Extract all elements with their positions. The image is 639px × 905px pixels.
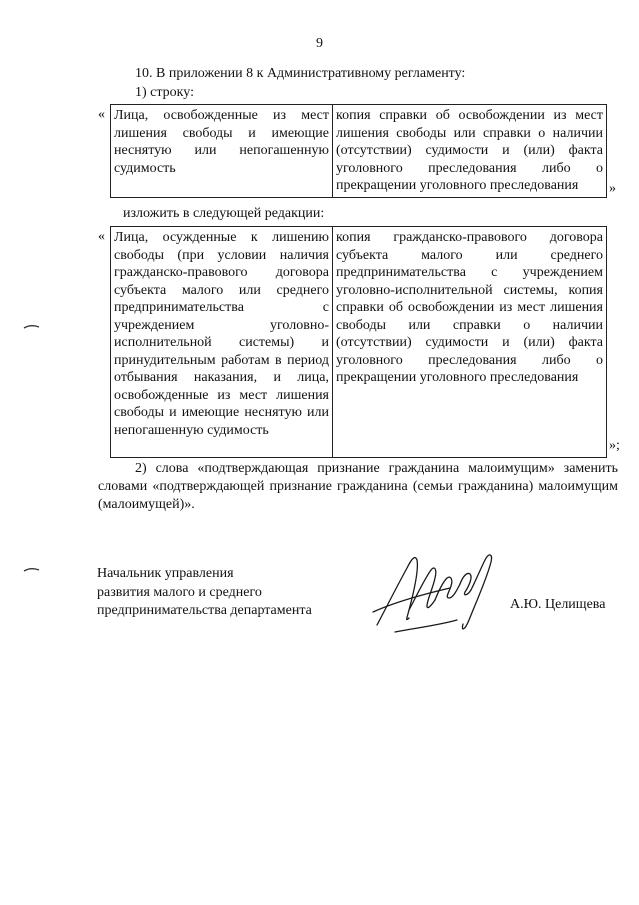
old-row-right-text: копия справки об освобождении из мест лишения свободы или справки о наличии (отсутствии) судимости и (или) факта уголовного преследования либо о прекращении уголовного преследования bbox=[336, 108, 603, 193]
new-row-left-text: Лица, осужденные к лишению свободы (при условии наличия гражданско-правового договора субъекта малого или среднего предпринимательства с учреждением уголовно-исполнительной системы) и принудительным работам в период отбывания наказания, и лица, освобожденные из мест лишения свободы и имеющие неснятую или непогашенную судимость bbox=[114, 230, 329, 438]
page-number: 9 bbox=[316, 36, 323, 51]
opening-quote-old-row: « bbox=[98, 107, 105, 122]
old-row-left-cell bbox=[111, 105, 333, 198]
signatory-title bbox=[97, 565, 312, 621]
item-heading: 10. В приложении 8 к Административному регламенту: bbox=[135, 66, 466, 81]
old-row-right-cell bbox=[333, 105, 607, 198]
sub-item-1-label: 1) строку: bbox=[135, 85, 194, 100]
closing-quote-old-row: » bbox=[609, 181, 616, 196]
new-row-left-cell bbox=[111, 227, 333, 458]
new-row-right-text: копия гражданско-правового договора субъекта малого или среднего предпринимательства с учреждением уголовно-исполнительной системы, копия справки об освобождении из мест лишения свободы или справки о наличии (отсутствии) судимости и (или) факта уголовного преследования либо о прекращении уголовного преследования bbox=[336, 230, 603, 385]
margin-mark-upper bbox=[22, 322, 42, 332]
signatory-title-line-1: Начальник управления bbox=[97, 566, 234, 581]
new-row-table bbox=[110, 226, 607, 458]
sub-item-2-paragraph: 2) слова «подтверждающая признание гражданина малоимущим» заменить словами «подтверждающей признание гражданина (семьи гражданина) малоимущим (малоимущей)». bbox=[98, 461, 618, 512]
old-row-table bbox=[110, 104, 607, 198]
closing-quote-new-row: »; bbox=[609, 438, 620, 453]
margin-mark-lower bbox=[22, 565, 42, 575]
signatory-name: А.Ю. Целищева bbox=[510, 597, 606, 612]
old-row-left-text: Лица, освобожденные из мест лишения свободы и имеющие неснятую или непогашенную судимость bbox=[114, 108, 329, 176]
signatory-title-line-2: развития малого и среднего bbox=[97, 584, 262, 600]
handwritten-signature bbox=[365, 540, 505, 640]
replace-phrase: изложить в следующей редакции: bbox=[123, 206, 325, 221]
table-row bbox=[111, 105, 607, 198]
signatory-title-line-3: предпринимательства департамента bbox=[97, 603, 312, 618]
table-row bbox=[111, 227, 607, 458]
opening-quote-new-row: « bbox=[98, 229, 105, 244]
new-row-right-cell bbox=[333, 227, 607, 458]
